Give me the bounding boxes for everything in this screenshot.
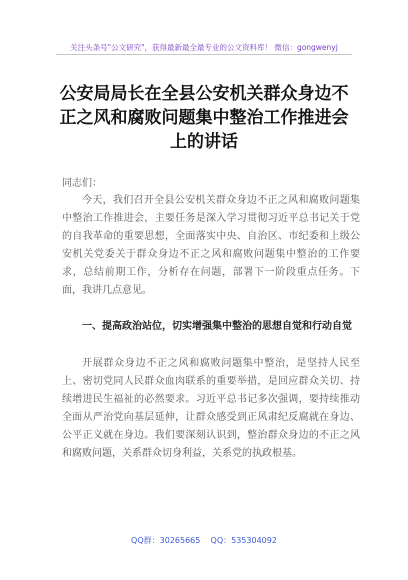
paragraph-1: 今天，我们召开全县公安机关群众身边不正之风和腐败问题集中整治工作推进会，主要任务是深入学习贯彻习近平总书记关于党的自我革命的重要思想，全面落实中央、自治区、市纪委和上级公安机关党委关于群众身边不正之风和腐败问题集中整治的工作要求，总结前期工作，分析存在问题，部署下一阶段重点任务。下面，我讲几点意见。 xyxy=(62,195,360,296)
document-title: 公安局局长在全县公安机关群众身边不正之风和腐败问题集中整治工作推进会上的讲话 xyxy=(59,84,349,152)
header-divider xyxy=(56,54,352,55)
footer-contact-text: QQ群：30265665 QQ：535304092 xyxy=(131,536,277,545)
header-promo-text: 关注头条号"公文研究"，获得最新最全最专业的公文资料库！ 微信：gongwenyj xyxy=(70,43,338,52)
paragraph-2: 开展群众身边不正之风和腐败问题集中整治，是坚持人民至上、密切党同人民群众血肉联系的重要举措，是回应群众关切、持续增进民生福祉的必然要求。习近平总书记多次强调，要持续推动全面从严治党向基层延伸，让群众感受到正风肃纪反腐就在身边、公平正义就在身边。我们要深刻认识到，整治群众身边的不正之风和腐败问题，关系群众切身利益，关系党的执政根基。 xyxy=(62,358,360,459)
greeting: 同志们： xyxy=(62,178,102,189)
section-1-heading: 一、提高政治站位，切实增强集中整治的思想自觉和行动自觉 xyxy=(82,321,352,332)
